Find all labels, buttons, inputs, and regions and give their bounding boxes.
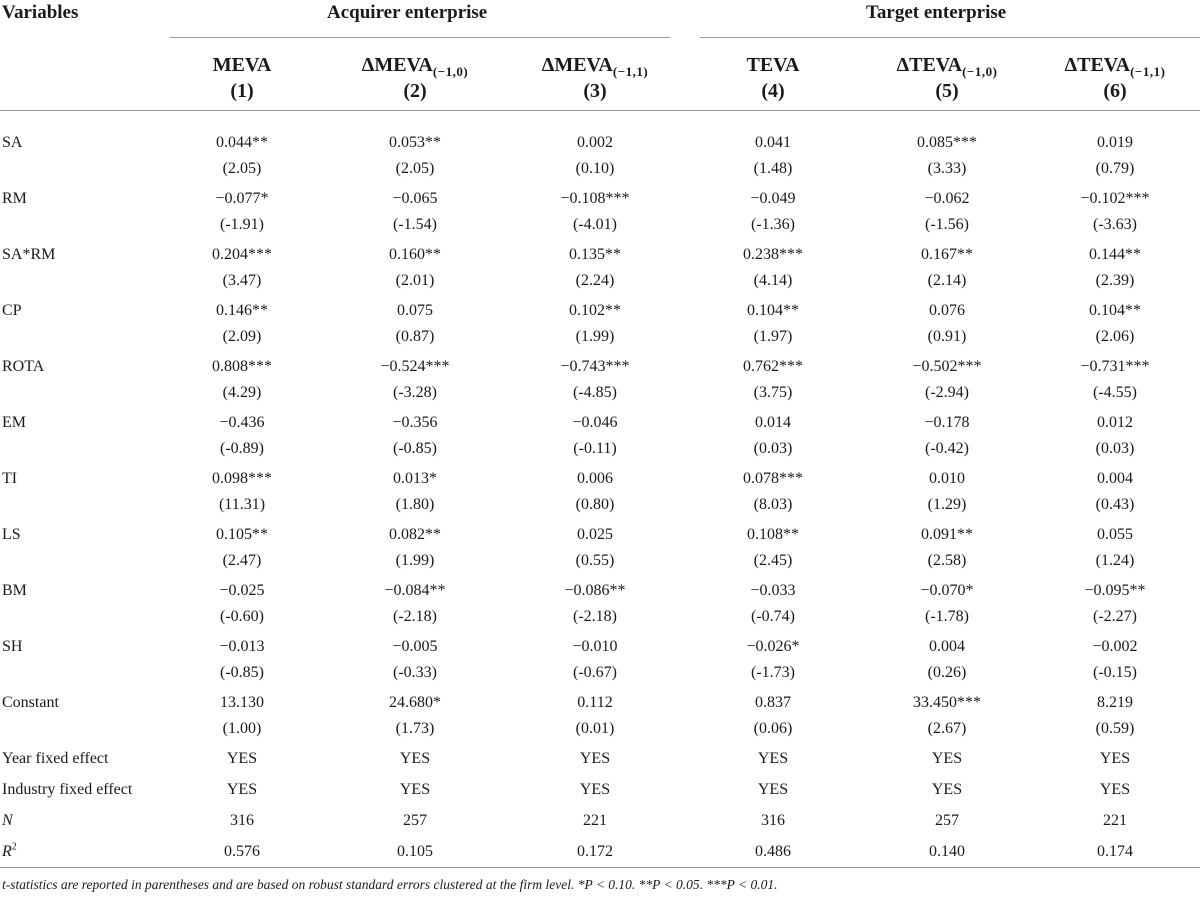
row-label: RM (2, 190, 27, 207)
t-stat-cell: (-1.78) (925, 608, 969, 625)
coefficient-cell: −0.013 (219, 638, 265, 655)
coefficient-cell: 33.450*** (913, 694, 981, 711)
coefficient-cell: 0.053** (389, 134, 441, 151)
t-stat-cell: (-0.60) (220, 608, 264, 625)
coefficient-cell: −0.065 (392, 190, 438, 207)
t-stat-cell: (0.59) (1095, 720, 1135, 737)
coefficient-cell: 0.082** (389, 526, 441, 543)
coefficient-cell: 0.075 (397, 302, 433, 319)
t-stat-cell: (-4.55) (1093, 384, 1137, 401)
t-stat-cell: (2.67) (927, 720, 967, 737)
t-stat-cell: (0.10) (575, 160, 615, 177)
t-stat-cell: (-4.01) (573, 216, 617, 233)
target-group-header: Target enterprise (866, 2, 1007, 23)
t-stat-cell: (2.06) (1095, 328, 1135, 345)
coefficient-cell: −0.731*** (1080, 358, 1150, 375)
value-cell: 0.172 (577, 843, 613, 860)
coefficient-cell: 0.160** (389, 246, 441, 263)
t-stat-cell: (2.58) (927, 552, 967, 569)
coefficient-cell: 0.105** (216, 526, 268, 543)
column-header-3: $\Delta MEVA_{(-1,1)}$ (3) (541, 54, 649, 102)
coefficient-cell: 0.055 (1097, 526, 1133, 543)
value-cell: YES (757, 781, 789, 798)
coefficient-cell: 0.167** (921, 246, 973, 263)
t-stat-cell: (2.14) (927, 272, 967, 289)
coefficient-cell: 0.204*** (212, 246, 272, 263)
t-stat-cell: (-0.42) (925, 440, 969, 457)
t-stat-cell: (-1.56) (925, 216, 969, 233)
coefficient-cell: 0.004 (1097, 470, 1133, 487)
column-header-1: MEVA (1) (212, 54, 272, 102)
t-stat-cell: (-0.85) (220, 664, 264, 681)
coefficient-cell: 0.808*** (212, 358, 272, 375)
coefficient-cell: −0.026* (746, 638, 800, 655)
t-stat-cell: (-4.85) (573, 384, 617, 401)
coefficient-cell: 0.144** (1089, 246, 1141, 263)
coefficient-cell: −0.070* (920, 582, 974, 599)
t-stat-cell: (2.47) (222, 552, 262, 569)
coefficient-cell: 0.762*** (743, 358, 803, 375)
coefficient-cell: −0.178 (924, 414, 970, 431)
value-cell: YES (931, 750, 963, 767)
t-stat-cell: (0.03) (1095, 440, 1135, 457)
t-stat-cell: (1.99) (395, 552, 435, 569)
t-stat-cell: (-1.36) (751, 216, 795, 233)
t-stat-cell: (-3.28) (393, 384, 437, 401)
value-cell: YES (757, 750, 789, 767)
coefficient-cell: 0.012 (1097, 414, 1133, 431)
t-stat-cell: (2.09) (222, 328, 262, 345)
coefficient-cell: −0.356 (392, 414, 438, 431)
t-stat-cell: (3.33) (927, 160, 967, 177)
coefficient-cell: 0.025 (577, 526, 613, 543)
t-stat-cell: (1.48) (753, 160, 793, 177)
table-footnote: t-statistics are reported in parentheses and are based on robust standard errors clustered at the firm level. *P < 0.10. **P < 0.05. ***P < 0.01. (2, 877, 778, 892)
coefficient-cell: 0.044** (216, 134, 268, 151)
value-cell: 0.486 (755, 843, 791, 860)
t-stat-cell: (2.39) (1095, 272, 1135, 289)
column-header-6: $\Delta TEVA_{(-1,1)}$ (6) (1064, 54, 1166, 102)
coefficient-cell: −0.524*** (380, 358, 450, 375)
coefficient-cell: 13.130 (220, 694, 264, 711)
column-header-5: $\Delta TEVA_{(-1,0)}$ (5) (896, 54, 998, 102)
coefficient-cell: 8.219 (1097, 694, 1133, 711)
coefficient-cell: 0.112 (577, 694, 613, 711)
value-cell: 257 (935, 812, 959, 829)
t-stat-cell: (1.99) (575, 328, 615, 345)
coefficient-cell: 0.091** (921, 526, 973, 543)
t-stat-cell: (-0.15) (1093, 664, 1137, 681)
coefficient-cell: 0.102** (569, 302, 621, 319)
t-stat-cell: (3.75) (753, 384, 793, 401)
row-label: N (2, 812, 13, 829)
row-label: SA (2, 134, 23, 151)
value-cell: 0.140 (929, 843, 965, 860)
coefficient-cell: 0.019 (1097, 134, 1133, 151)
target-underline (700, 37, 1200, 38)
t-stat-cell: (2.24) (575, 272, 615, 289)
acquirer-group-header: Acquirer enterprise (327, 2, 488, 23)
t-stat-cell: (-0.11) (573, 440, 617, 457)
row-label: SH (2, 638, 23, 655)
value-cell: YES (579, 781, 611, 798)
t-stat-cell: (1.97) (753, 328, 793, 345)
coefficient-cell: −0.086** (564, 582, 626, 599)
coefficient-cell: 0.013* (393, 470, 437, 487)
value-cell: 221 (1103, 812, 1127, 829)
coefficient-cell: 0.146** (216, 302, 268, 319)
coefficient-cell: −0.005 (392, 638, 438, 655)
t-stat-cell: (4.14) (753, 272, 793, 289)
row-label: Constant (2, 694, 59, 711)
t-stat-cell: (1.80) (395, 496, 435, 513)
row-label: Industry fixed effect (2, 781, 133, 798)
coefficient-cell: 0.104** (747, 302, 799, 319)
column-header-4: TEVA (4) (746, 54, 800, 102)
coefficient-cell: 0.014 (755, 414, 791, 431)
value-cell: YES (579, 750, 611, 767)
row-label: EM (2, 414, 26, 431)
coefficient-cell: −0.049 (750, 190, 796, 207)
t-stat-cell: (1.24) (1095, 552, 1135, 569)
value-cell: YES (226, 750, 258, 767)
coefficient-cell: 0.006 (577, 470, 613, 487)
coefficient-cell: 0.135** (569, 246, 621, 263)
coefficient-cell: −0.436 (219, 414, 265, 431)
value-cell: YES (931, 781, 963, 798)
t-stat-cell: (0.03) (753, 440, 793, 457)
t-stat-cell: (0.26) (927, 664, 967, 681)
value-cell: 316 (761, 812, 785, 829)
coefficient-cell: 24.680* (389, 694, 441, 711)
coefficient-cell: 0.010 (929, 470, 965, 487)
t-stat-cell: (0.80) (575, 496, 615, 513)
coefficient-cell: −0.062 (924, 190, 970, 207)
t-stat-cell: (1.29) (927, 496, 967, 513)
t-stat-cell: (2.45) (753, 552, 793, 569)
coefficient-cell: 0.076 (929, 302, 965, 319)
bottom-rule (0, 867, 1200, 868)
t-stat-cell: (2.05) (395, 160, 435, 177)
value-cell: 0.576 (224, 843, 260, 860)
coefficient-cell: −0.002 (1092, 638, 1138, 655)
t-stat-cell: (-0.89) (220, 440, 264, 457)
t-stat-cell: (-2.94) (925, 384, 969, 401)
value-cell: YES (399, 781, 431, 798)
value-cell: YES (399, 750, 431, 767)
coefficient-cell: −0.033 (750, 582, 796, 599)
coefficient-cell: 0.085*** (917, 134, 977, 151)
t-stat-cell: (8.03) (753, 496, 793, 513)
row-label: LS (2, 526, 21, 543)
row-label: BM (2, 582, 27, 599)
t-stat-cell: (0.06) (753, 720, 793, 737)
variables-header: Variables (2, 2, 79, 23)
row-label: CP (2, 302, 22, 319)
coefficient-cell: 0.108** (747, 526, 799, 543)
coefficient-cell: −0.095** (1084, 582, 1146, 599)
value-cell: YES (226, 781, 258, 798)
coefficient-cell: −0.108*** (560, 190, 630, 207)
t-stat-cell: (-2.27) (1093, 608, 1137, 625)
t-stat-cell: (0.01) (575, 720, 615, 737)
t-stat-cell: (1.00) (222, 720, 262, 737)
t-stat-cell: (1.73) (395, 720, 435, 737)
value-cell: 221 (583, 812, 607, 829)
value-cell: 316 (230, 812, 254, 829)
row-label: ROTA (2, 358, 45, 375)
coefficient-cell: 0.078*** (743, 470, 803, 487)
value-cell: YES (1099, 750, 1131, 767)
t-stat-cell: (4.29) (222, 384, 262, 401)
coefficient-cell: −0.502*** (912, 358, 982, 375)
t-stat-cell: (-0.74) (751, 608, 795, 625)
coefficient-cell: 0.041 (755, 134, 791, 151)
value-cell: 0.174 (1097, 843, 1133, 860)
t-stat-cell: (0.79) (1095, 160, 1135, 177)
row-label: Year fixed effect (2, 750, 109, 767)
coefficient-cell: 0.002 (577, 134, 613, 151)
t-stat-cell: (0.43) (1095, 496, 1135, 513)
t-stat-cell: (-1.54) (393, 216, 437, 233)
t-stat-cell: (-3.63) (1093, 216, 1137, 233)
acquirer-underline (170, 37, 670, 38)
header-rule (0, 110, 1200, 111)
row-label: TI (2, 470, 18, 487)
t-stat-cell: (0.91) (927, 328, 967, 345)
coefficient-cell: −0.084** (384, 582, 446, 599)
coefficient-cell: −0.077* (215, 190, 269, 207)
t-stat-cell: (-1.91) (220, 216, 264, 233)
value-cell: 0.105 (397, 843, 433, 860)
coefficient-cell: 0.098*** (212, 470, 272, 487)
coefficient-cell: −0.102*** (1080, 190, 1150, 207)
row-label: SA*RM (2, 246, 56, 263)
value-cell: YES (1099, 781, 1131, 798)
t-stat-cell: (-2.18) (573, 608, 617, 625)
coefficient-cell: −0.743*** (560, 358, 630, 375)
coefficient-cell: 0.004 (929, 638, 965, 655)
coefficient-cell: 0.104** (1089, 302, 1141, 319)
coefficient-cell: −0.046 (572, 414, 618, 431)
t-stat-cell: (0.55) (575, 552, 615, 569)
coefficient-cell: −0.025 (219, 582, 265, 599)
t-stat-cell: (11.31) (218, 496, 266, 513)
coefficient-cell: 0.837 (755, 694, 791, 711)
coefficient-cell: −0.010 (572, 638, 618, 655)
row-label: $R^2$ (2, 841, 17, 860)
t-stat-cell: (-2.18) (393, 608, 437, 625)
coefficient-cell: 0.238*** (743, 246, 803, 263)
t-stat-cell: (-0.67) (573, 664, 617, 681)
value-cell: 257 (403, 812, 427, 829)
t-stat-cell: (2.01) (395, 272, 435, 289)
t-stat-cell: (0.87) (395, 328, 435, 345)
t-stat-cell: (3.47) (222, 272, 262, 289)
t-stat-cell: (-1.73) (751, 664, 795, 681)
t-stat-cell: (-0.33) (393, 664, 437, 681)
t-stat-cell: (2.05) (222, 160, 262, 177)
column-header-2: $\Delta MEVA_{(-1,0)}$ (2) (361, 54, 469, 102)
t-stat-cell: (-0.85) (393, 440, 437, 457)
